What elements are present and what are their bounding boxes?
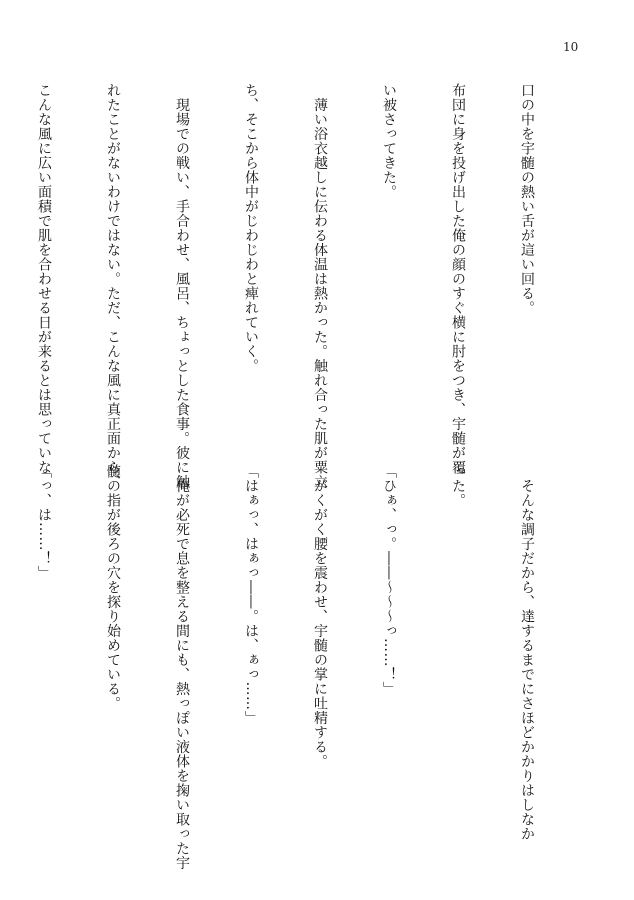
lower-text-block bbox=[0, 464, 584, 870]
page-number: 10 bbox=[563, 40, 579, 54]
text-line: がくがく腰を震わせ、宇髄の掌に吐精する。 bbox=[312, 464, 328, 769]
text-line: 俺が必死で息を整える間にも、熱っぽい液体を掬い取った宇 bbox=[174, 464, 190, 870]
upper-text-block bbox=[0, 83, 584, 489]
text-line: ち、そこから体中がじわじわと痺れていく。 bbox=[243, 83, 259, 373]
text-line: 現場での戦い、手合わせ、風呂、ちょっとした食事。彼に触 bbox=[174, 83, 190, 489]
text-line: 口の中を宇髄の熱い舌が這い回る。 bbox=[519, 83, 535, 315]
text-line: 髄の指が後ろの穴を探り始めている。 bbox=[105, 464, 121, 711]
text-line: れたことがないわけではない。ただ、こんな風に真正面から、 bbox=[105, 83, 121, 489]
text-line: 布団に身を投げ出した俺の顔のすぐ横に肘をつき、宇髄が覆 bbox=[450, 83, 466, 475]
text-line: い被さってきた。 bbox=[381, 83, 397, 199]
text-line: 「っ、は……！」 bbox=[36, 464, 52, 580]
text-line: こんな風に広い面積で肌を合わせる日が来るとは思っていな bbox=[36, 83, 52, 475]
text-line: 「ひぁ、っ。――〜〜〜っ……！」 bbox=[381, 464, 397, 696]
text-line: った。 bbox=[450, 464, 466, 508]
text-line: そんな調子だから、達するまでにさほどかかりはしなか bbox=[519, 464, 535, 841]
text-line: 「はぁっ、はぁっ――。は、ぁっ……」 bbox=[243, 464, 259, 725]
text-line: 薄い浴衣越しに伝わる体温は熱かった。触れ合った肌が粟立 bbox=[312, 83, 328, 489]
